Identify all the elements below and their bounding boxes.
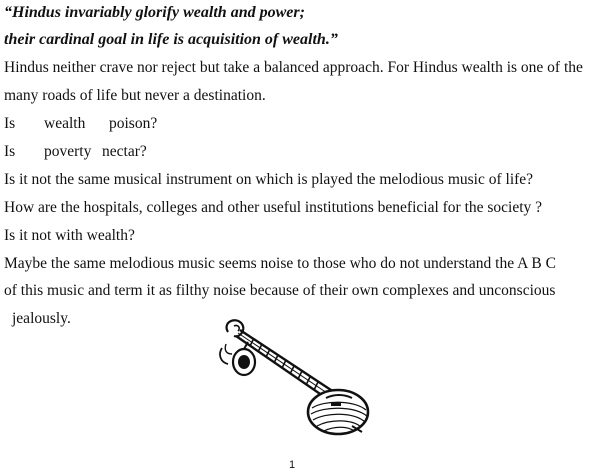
body-line-4: How are the hospitals, colleges and other useful institutions beneficial for the society ? xyxy=(4,199,543,216)
body-line-7: of this music and term it as filthy noise because of their own complexes and unconscious xyxy=(4,282,556,299)
body-line-8: jealously. xyxy=(12,310,71,327)
page-number: 1 xyxy=(289,459,296,471)
body-line-2: many roads of life but never a destination. xyxy=(4,87,266,104)
body-line-6: Maybe the same melodious music seems noise to those who do not understand the A B C xyxy=(4,255,556,272)
question-word-wealth: wealth xyxy=(44,115,86,132)
veena-icon xyxy=(214,318,374,436)
question-word-poverty: poverty xyxy=(44,143,92,160)
body-line-5: Is it not with wealth? xyxy=(4,227,135,244)
question-word-is: Is xyxy=(4,115,16,132)
question-word-nectar: nectar? xyxy=(102,143,147,160)
quote-line-2: their cardinal goal in life is acquisition of wealth.” xyxy=(4,31,338,48)
question-word-poison: poison? xyxy=(109,115,158,132)
body-line-3: Is it not the same musical instrument on which is played the melodious music of life? xyxy=(4,171,534,188)
quote-line-1: “Hindus invariably glorify wealth and power; xyxy=(4,4,305,21)
body-line-1: Hindus neither crave nor reject but take a balanced approach. For Hindus wealth is one of the xyxy=(4,59,583,76)
question-word-is: Is xyxy=(4,143,16,160)
